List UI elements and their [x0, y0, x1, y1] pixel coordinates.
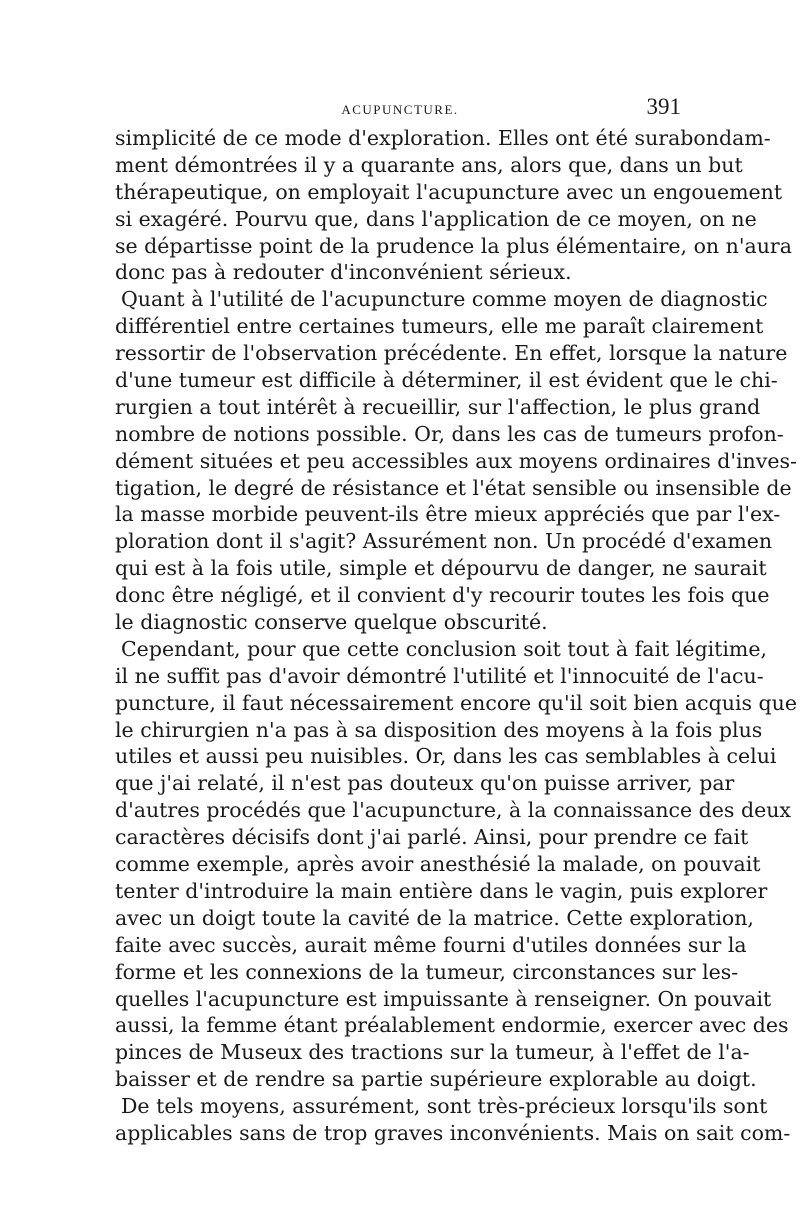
text-line: nombre de notions possible. Or, dans les cas de tumeurs profon- — [115, 421, 784, 446]
text-line: il ne suffit pas d'avoir démontré l'utilité et l'innocuité de l'acu- — [115, 663, 764, 688]
text-line: si exagéré. Pourvu que, dans l'application de ce moyen, on ne — [115, 206, 757, 231]
text-line: baisser et de rendre sa partie supérieure explorable au doigt. — [115, 1067, 757, 1092]
text-line: ment démontrées il y a quarante ans, alors que, dans un but — [115, 152, 743, 177]
text-line: le diagnostic conserve quelque obscurité. — [115, 610, 548, 635]
text-line: aussi, la femme étant préalablement endormie, exercer avec des — [115, 1013, 789, 1038]
text-line: De tels moyens, assurément, sont très-précieux lorsqu'ils sont — [121, 1094, 768, 1119]
text-line: thérapeutique, on employait l'acupuncture avec un engouement — [115, 179, 783, 204]
text-line: ressortir de l'observation précédente. En effet, lorsque la nature — [115, 341, 788, 366]
text-line: différentiel entre certaines tumeurs, elle me paraît clairement — [115, 314, 764, 339]
text-line: donc pas à redouter d'inconvénient sérieux. — [115, 260, 572, 285]
page-number: 391 — [646, 94, 681, 119]
text-line: se départisse point de la prudence la plus élémentaire, on n'aura — [115, 233, 792, 258]
text-line: le chirurgien n'a pas à sa disposition des moyens à la fois plus — [115, 717, 763, 742]
text-line: comme exemple, après avoir anesthésié la malade, on pouvait — [115, 852, 761, 877]
text-line: rurgien a tout intérêt à recueillir, sur l'affection, le plus grand — [115, 394, 761, 419]
text-line: donc être négligé, et il convient d'y recourir toutes les fois que — [115, 583, 770, 608]
text-line: tigation, le degré de résistance et l'état sensible ou insensible de — [115, 475, 792, 500]
text-line: caractères décisifs dont j'ai parlé. Ainsi, pour prendre ce fait — [115, 825, 749, 850]
text-line: tenter d'introduire la main entière dans le vagin, puis explorer — [115, 878, 768, 903]
text-line: qui est à la fois utile, simple et dépourvu de danger, ne saurait — [115, 556, 767, 581]
text-line: la masse morbide peuvent-ils être mieux appréciés que par l'ex- — [115, 502, 781, 527]
text-line: d'autres procédés que l'acupuncture, à la connaissance des deux — [115, 798, 791, 823]
text-line: forme et les connexions de la tumeur, circonstances sur les- — [115, 959, 739, 984]
text-line: Quant à l'utilité de l'acupuncture comme moyen de diagnostic — [121, 287, 768, 312]
text-line: ploration dont il s'agit? Assurément non. Un procédé d'examen — [115, 529, 773, 554]
text-line: quelles l'acupuncture est impuissante à renseigner. On pouvait — [115, 986, 772, 1011]
text-line: que j'ai relaté, il n'est pas douteux qu'on puisse arriver, par — [115, 771, 735, 796]
text-line: puncture, il faut nécessairement encore qu'il soit bien acquis que — [115, 690, 798, 715]
text-line: d'une tumeur est difficile à déterminer, il est évident que le chi- — [115, 368, 778, 393]
text-line: simplicité de ce mode d'exploration. Elles ont été surabondam- — [115, 126, 771, 150]
running-title: ACUPUNCTURE. — [341, 102, 459, 117]
text-line: dément situées et peu accessibles aux moyens ordinaires d'inves- — [115, 448, 797, 473]
text-line: faite avec succès, aurait même fourni d'utiles données sur la — [115, 932, 747, 957]
body-text — [115, 125, 798, 1147]
text-line: applicables sans de trop graves inconvénients. Mais on sait com- — [115, 1120, 791, 1145]
text-line: pinces de Museux des tractions sur la tumeur, à l'effet de l'a- — [115, 1040, 750, 1065]
text-line: Cependant, pour que cette conclusion soit tout à fait légitime, — [121, 636, 768, 661]
page-header — [115, 92, 685, 126]
text-line: utiles et aussi peu nuisibles. Or, dans les cas semblables à celui — [115, 744, 777, 769]
text-line: avec un doigt toute la cavité de la matrice. Cette exploration, — [115, 905, 754, 930]
